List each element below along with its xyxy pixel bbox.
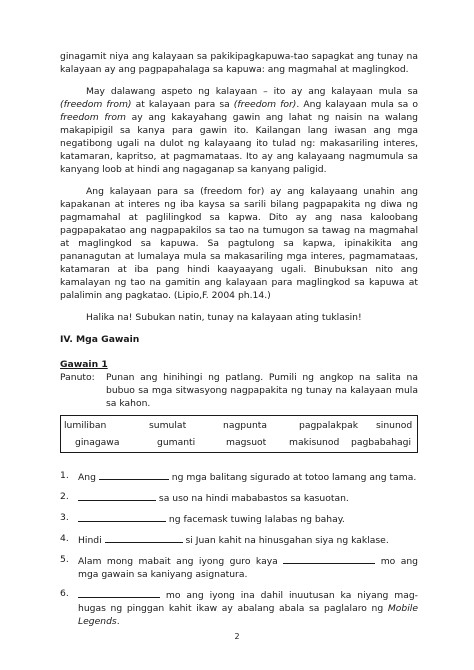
paragraph-two-aspects xyxy=(60,85,418,176)
answer-blank[interactable] xyxy=(283,553,375,564)
instructions-label: Panuto: xyxy=(60,372,95,383)
item-text: sa uso na hindi mababastos sa kasuotan. xyxy=(156,493,349,504)
item-text: ng facemask tuwing lalabas ng bahay. xyxy=(166,514,345,525)
item-number: 6. xyxy=(60,588,69,599)
item-text: ng mga balitang sigurado at totoo lamang ang tama. xyxy=(168,472,417,483)
item-text: . xyxy=(116,616,120,627)
exercise-item xyxy=(60,511,418,526)
word-choice: sumulat xyxy=(149,420,187,431)
word-choice: sinunod xyxy=(376,420,413,431)
item-text: Ang xyxy=(78,472,99,483)
word-choice: magsuot xyxy=(226,437,267,448)
answer-blank[interactable] xyxy=(78,587,160,598)
exercise-item xyxy=(60,587,418,628)
word-choice: nagpunta xyxy=(223,420,267,431)
italic-term: Mobile Legends xyxy=(78,603,418,627)
paragraph-intro-end: ginagamit niya ang kalayaan sa pakikipagkapuwa-tao sapagkat ang tunay na kalayaan ay ang pagpapahalaga sa kapuwa: ang magmahal at maglingkod. xyxy=(60,51,418,75)
item-number: 3. xyxy=(60,512,69,523)
word-choice: gumanti xyxy=(157,437,196,448)
text-run: at kalayaan para sa xyxy=(131,99,234,110)
item-number: 2. xyxy=(60,491,69,502)
gawain-title: Gawain 1 xyxy=(60,359,108,370)
word-choice: pagbabahagi xyxy=(351,437,412,448)
exercise-item xyxy=(60,532,418,547)
exercise-item xyxy=(60,553,418,581)
exercise-item xyxy=(60,490,418,505)
answer-blank[interactable] xyxy=(105,532,183,543)
section-heading: IV. Mga Gawain xyxy=(60,334,140,345)
item-number: 4. xyxy=(60,533,69,544)
item-number: 1. xyxy=(60,470,69,481)
italic-term: (freedom from) xyxy=(60,99,132,110)
word-choice: lumiliban xyxy=(64,420,107,431)
item-text: si Juan kahit na hinusgahan siya ng kaklase. xyxy=(182,535,389,546)
answer-blank[interactable] xyxy=(78,511,166,522)
text-run: ay ang kakayahang gawin ang lahat ng naisin na walang makapipigil sa kanya para gawin ito. Kailangan lang iwasan ang mga negatibong ugali na dulot ng kalayaang ito tulad ng: makasariling interes, katamaran, kapritso, at pagmamataas. Ito ay ang kalayaang nagmumula sa kanyang loob at hindi ang nagaganap sa kanyang paligid. xyxy=(60,112,418,175)
instructions-text: Punan ang hinihingi ng patlang. Pumili ng angkop na salita na bubuo sa mga sitwasyong nagpapakita ng tunay na kalayaan mula sa kahon. xyxy=(106,372,418,409)
italic-term: (freedom for) xyxy=(233,99,297,110)
item-text: Hindi xyxy=(78,535,105,546)
word-choice: pagpalakpak xyxy=(299,420,359,431)
answer-blank[interactable] xyxy=(78,490,156,501)
word-choice: makisunod xyxy=(289,437,340,448)
item-text: mo ang mga gawain sa kaniyang asignatura. xyxy=(78,556,419,580)
page-number: 2 xyxy=(234,632,240,641)
word-choice: ginagawa xyxy=(75,437,120,448)
text-run: . Ang kalayaan mula sa o xyxy=(296,99,418,110)
document-page xyxy=(60,50,418,634)
answer-blank[interactable] xyxy=(99,469,169,480)
item-text: mo ang iyong ina dahil inuutusan ka niyang mag-hugas ng pinggan kahit ikaw ay abalang abala sa paglalaro ng xyxy=(78,590,418,614)
paragraph-freedom-for: Ang kalayaan para sa (freedom for) ay ang kalayaang unahin ang kapakanan at interes ng iba kaysa sa sarili bilang pagpapakita ng diwa ng pagmamahal at paglilingkod sa kapwa. Dito ay ang nasa kaloobang pagpapakatao ang nagpapakilos sa tao na tumugon sa tawag na magmahal at maglingkod sa kapuwa. Sa pagtulong sa kapwa, ipinakikita ang pananagutan at lumalaya mula sa makasariling mga interes, pagmamataas, katamaran at iba pang hindi kaayaayang ugali. Binubuksan nito ang kamalayan ng tao na gamitin ang kalayaan para maglingkod sa kapuwa at palalimin ang pagkatao. (Lipio,F. 2004 ph.14.) xyxy=(60,186,418,301)
paragraph-invitation: Halika na! Subukan natin, tunay na kalayaan ating tuklasin! xyxy=(86,312,362,323)
word-choice-box xyxy=(60,415,418,453)
italic-term: freedom from xyxy=(60,112,126,123)
text-run: May dalawang aspeto ng kalayaan – ito ay ang kalayaan mula sa xyxy=(86,86,418,97)
item-number: 5. xyxy=(60,554,69,565)
item-text: Alam mong mabait ang iyong guro kaya xyxy=(78,556,284,567)
instructions xyxy=(60,371,418,410)
exercise-item xyxy=(60,469,418,484)
